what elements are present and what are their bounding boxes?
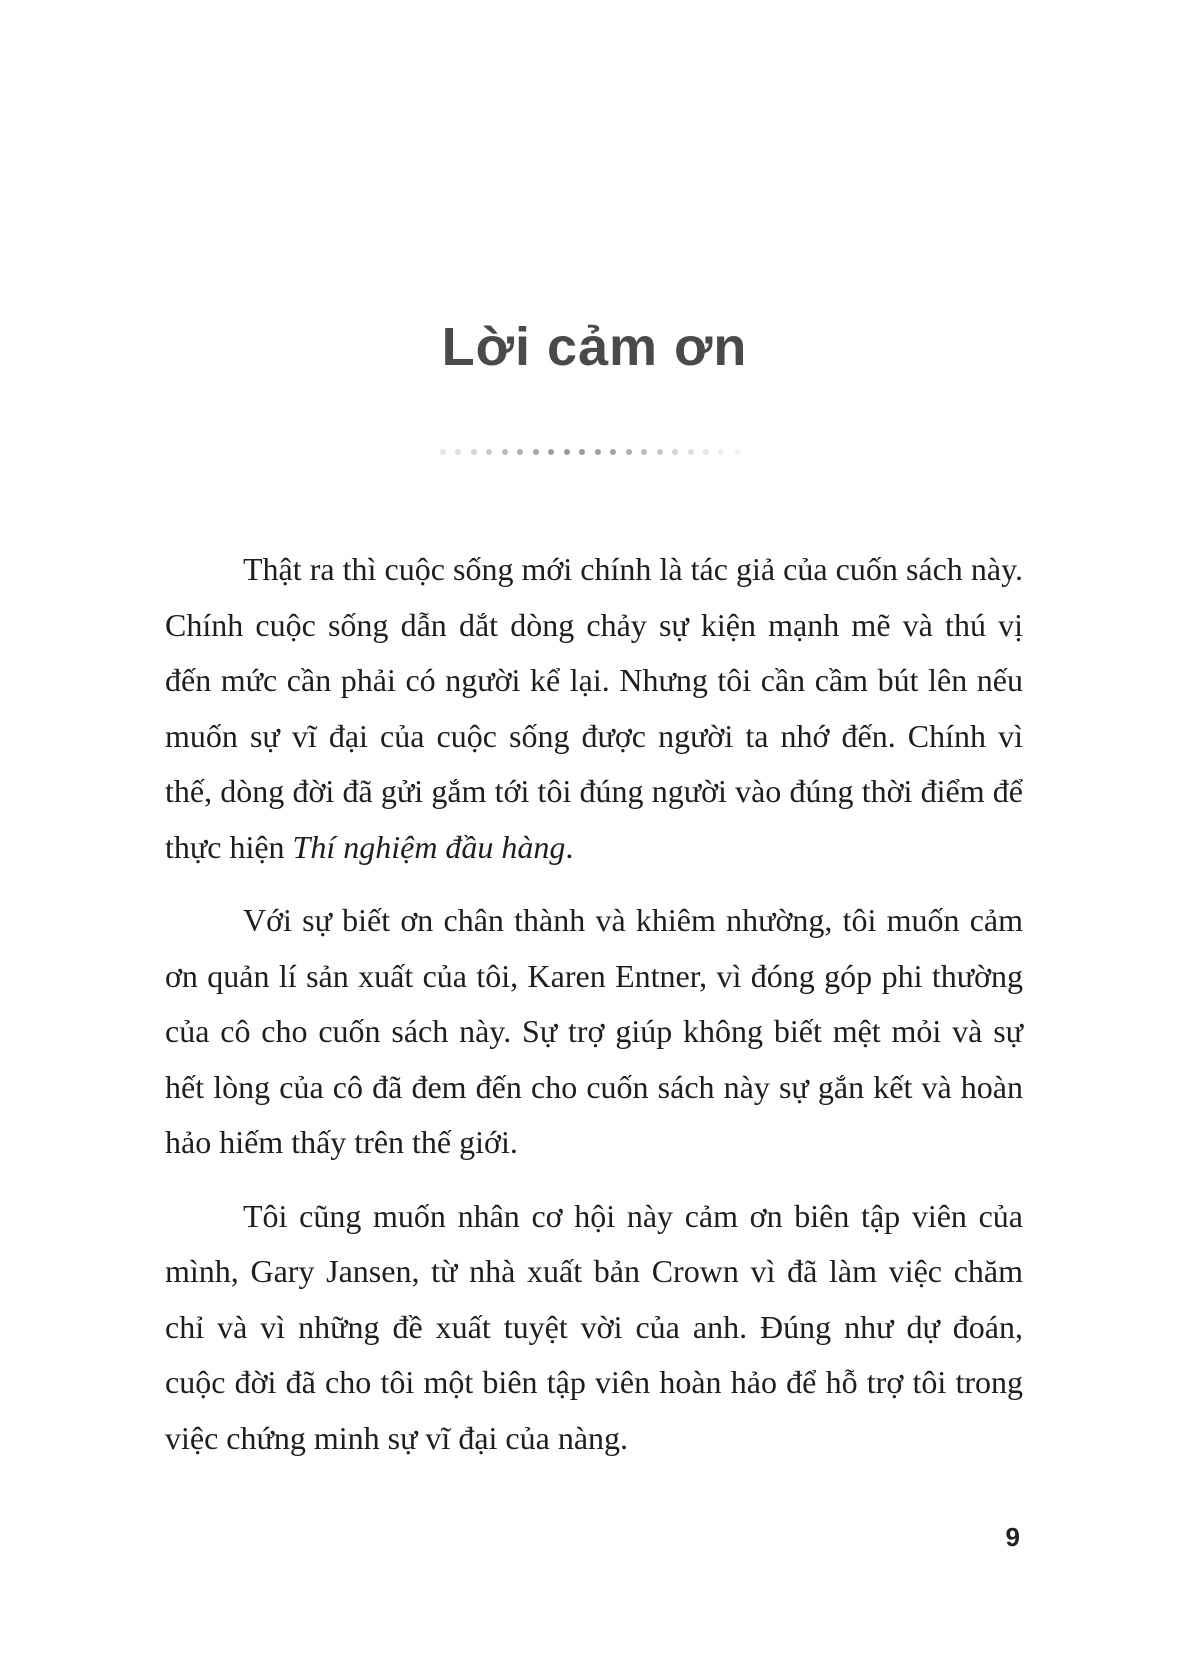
divider-dot [734, 449, 740, 455]
paragraph-3: Tôi cũng muốn nhân cơ hội này cảm ơn biên tập viên của mình, Gary Jansen, từ nhà xuất bản Crown vì đã làm việc chăm chỉ và vì những đề xuất tuyệt vời của anh. Đúng như dự đoán, cuộc đời đã cho tôi một biên tập viên hoàn hảo để hỗ trợ tôi trong việc chứng minh sự vĩ đại của nàng. [165, 1197, 1023, 1456]
divider-dot [579, 449, 585, 455]
divider-dot [688, 449, 694, 455]
divider-dot [718, 449, 724, 455]
divider-dot [641, 449, 647, 455]
divider-dot [548, 449, 554, 455]
divider-dot [533, 449, 539, 455]
divider-dot [486, 449, 492, 455]
paragraph-2: Với sự biết ơn chân thành và khiêm nhường, tôi muốn cảm ơn quản lí sản xuất của tôi, Karen Entner, vì đóng góp phi thường của cô cho cuốn sách này. Sự trợ giúp không biết mệt mỏi và sự hết lòng của cô đã đem đến cho cuốn sách này sự gắn kết và hoàn hảo hiếm thấy trên thế giới. [165, 902, 1023, 1160]
divider-dot [672, 449, 678, 455]
divider-dot [626, 449, 632, 455]
page-number: 9 [1005, 1522, 1020, 1552]
divider-dot [564, 449, 570, 455]
body-text [165, 542, 1023, 1484]
divider-dot [455, 449, 461, 455]
divider-dot [517, 449, 523, 455]
divider-dot [610, 449, 616, 455]
divider-dot [502, 449, 508, 455]
dotted-divider [440, 447, 740, 457]
divider-dot [595, 449, 601, 455]
divider-dot [657, 449, 663, 455]
paragraph-1-end: . [565, 828, 574, 865]
divider-dot [440, 449, 446, 455]
divider-dot [471, 449, 477, 455]
book-title-italic: Thí nghiệm đầu hàng [292, 828, 566, 865]
divider-dot [703, 449, 709, 455]
page-title: Lời cảm ơn [441, 317, 748, 377]
paragraph-1 [165, 542, 1023, 875]
paragraph-1-text: Thật ra thì cuộc sống mới chính là tác giả của cuốn sách này. Chính cuộc sống dẫn dắt dòng chảy sự kiện mạnh mẽ và thú vị đến mức cần phải có người kể lại. Nhưng tôi cần cầm bút lên nếu muốn sự vĩ đại của cuộc sống được người ta nhớ đến. Chính vì thế, dòng đời đã gửi gắm tới tôi đúng người vào đúng thời điểm để thực hiện [165, 551, 1023, 865]
